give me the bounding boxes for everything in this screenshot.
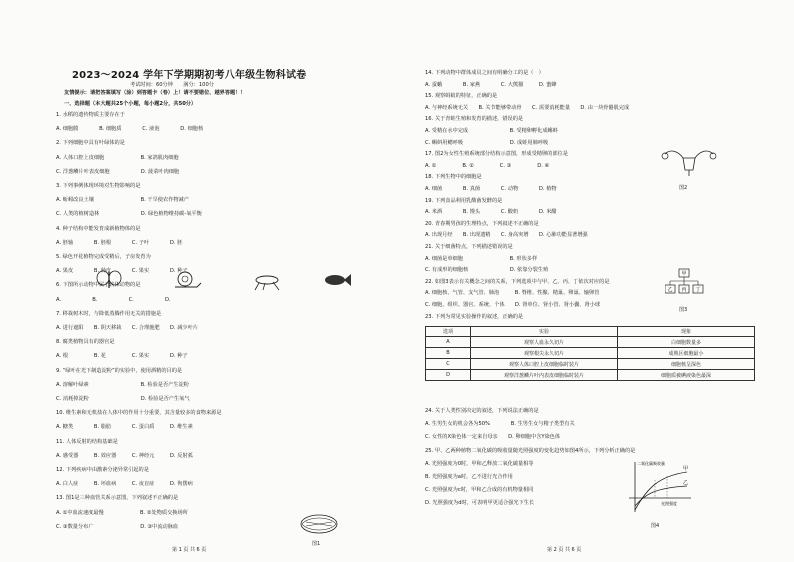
table-header: 实验	[471, 327, 618, 337]
question-line: A. ①中血流速度最慢 B. ②处物质交换场所	[56, 509, 188, 516]
question-line: A. 细胞核、气管、支气管、肺泡 B. 脊椎、性腺、精巢、卵巢、输卵管	[425, 290, 600, 297]
table-row	[426, 348, 755, 359]
table-row	[426, 337, 755, 348]
question-line: A. 感受器 B. 效应器 C. 神经元 D. 反射弧	[56, 452, 193, 459]
question-line: A. 细菌是单细胞 B. 形状多样	[425, 255, 558, 262]
series-jia-label: 甲	[683, 466, 689, 472]
question-line: 19. 下列食品利用乳酸菌发酵的是	[425, 197, 503, 204]
butterfly-icon	[97, 271, 121, 288]
fig3-box-3: 丙	[681, 287, 687, 293]
question-line: A. 米酒 B. 馒头 C. 酸奶 D. 米醋	[425, 209, 557, 216]
question-line: C. 光照强度为c时，甲和乙合成的有机物量相同	[425, 487, 534, 494]
question-line: C. ③数量分布广 D. ③中流动脉血	[56, 523, 179, 530]
question-line: 21. 关于细菌特点，下列描述错误的是	[425, 244, 513, 250]
question-line: A. 糖类 B. 脂肪 C. 蛋白质 D. 维生素	[56, 424, 193, 431]
question-line: A. 溶解叶绿素 B. 检验是否产生淀粉	[56, 381, 189, 388]
table-cell: 白细胞数量多	[618, 337, 755, 348]
exam-notice: 友情提示：请把答案填写（涂）到答题卡（卷）上！请不要错位、越界答题！！	[64, 90, 246, 96]
question-line: 20. 青春期男孩的生理特点，下列叙述不正确的是	[425, 220, 539, 227]
question-line: D. 光照强度为d时，可表明甲更适合强光下生长	[425, 500, 535, 507]
table-cell: D	[426, 370, 471, 381]
right-footer: 第 2 页 共 6 页	[547, 547, 582, 553]
y-axis-label: 二氧化碳吸收量	[637, 461, 665, 466]
question-line: A. 光照强度为0时，甲和乙释放二氧化碳量相等	[425, 460, 534, 467]
figure2-reproductive	[659, 148, 719, 178]
question-line: A. 胚轴 B. 胚根 C. 子叶 D. 胚	[56, 239, 183, 246]
question-line: C. 蝌蚪用鳃呼吸 D. 成蛙用肺呼吸	[425, 139, 549, 146]
fig3-box-4: 丁	[695, 287, 701, 293]
question-line: C. 细胞、组织、器官、系统、个体 D. 肾单位、肾小管、肾小囊、肾小球	[425, 302, 601, 308]
exam-info: 考试时间：60分钟 满分：100分	[130, 82, 214, 88]
question-line: 24. 关于人类性别决定的叙述，下列说法正确的是	[425, 408, 539, 414]
question-line: 2. 下列细胞中具有叶绿体的是	[56, 140, 125, 147]
question-line: A. ① B. ② C. ③ D. ④	[425, 162, 550, 169]
question-line: 22. 如图3表示有关概念之间的关系，下列选项中与甲、乙、丙、丁依次对应的是	[425, 278, 610, 285]
question-line: A. 生男生女的机会各为50% B. 生男生女与精子类型有关	[425, 421, 575, 428]
table-header: 现象	[618, 327, 755, 337]
question-line: A. 与神经系统无关 B. 关节能够带动骨 C. 需要消耗能量 D. 由一块骨骼肌完成	[425, 104, 630, 111]
x-axis-label: 光照强度	[661, 501, 677, 506]
right-page	[397, 0, 794, 562]
figure4-label: 图4	[651, 523, 660, 529]
table-header-row	[426, 327, 755, 337]
question-line: C. 洋葱鳞片叶表皮细胞 D. 菠菜叶肉细胞	[56, 168, 180, 175]
question-line: A. 根 B. 花 C. 果实 D. 种子	[56, 353, 188, 360]
figure1-vessels	[294, 512, 344, 538]
question-line: 18. 下列生物中的细胞是	[425, 174, 482, 181]
question-line: C. 女性的X染色体一定来自母亲 D. 卵细胞中含Y染色体	[425, 434, 561, 441]
question-line: 17. 图2为女性生殖系统部分结构示意图，形成受精卵的部位是	[425, 151, 568, 158]
question-line: 11. 人体反射的结构基础是	[56, 438, 118, 445]
figure4-graph	[625, 458, 695, 520]
question-line: 6. 下图所示动物中属于软体动物的是	[56, 282, 141, 289]
question-line: A. B. C. D.	[56, 296, 171, 303]
table-row	[426, 359, 755, 370]
question-line: A. 白人症 B. 坏血病 C. 夜盲症 D. 佝偻病	[56, 481, 193, 488]
table-cell: 细胞核呈深色	[618, 359, 755, 370]
table-cell: 观察洋葱鳞片叶内表皮细胞临时装片	[471, 370, 618, 381]
question-line: 3. 下列事例体现环境对生物影响的是	[56, 183, 141, 189]
question-line: C. 人类的植树造林 D. 绿色植物维持碳-氧平衡	[56, 211, 202, 218]
table-row	[426, 370, 755, 381]
section-heading: 一、选择题（本大题共25个小题，每小题2分，共50分）	[64, 101, 197, 107]
fish-icon	[325, 274, 351, 286]
question-line: 10. 维生素和无机盐在人体中的作用十分重要，其含量较多的食物来源是	[56, 410, 222, 417]
table-header: 选项	[426, 327, 471, 337]
question-line: 4. 种子结构中能发育成新植物体的是	[56, 225, 141, 232]
question-line: A. 细菌 B. 真菌 C. 动物 D. 植物	[425, 186, 557, 192]
q6-animal-figures	[95, 268, 355, 294]
question-line: 12. 下列疾病中由激素分泌异常引起的是	[56, 467, 149, 473]
figure1-label: 图1	[312, 541, 321, 547]
question-line: A. 受精在水中完成 B. 受精卵孵化成蝌蚪	[425, 128, 558, 134]
fig3-box-2: 乙	[667, 287, 673, 293]
question-line: 14. 下列动物中群体成员之间有明确分工的是（ ）	[425, 70, 544, 76]
question-line: B. 光照强度为a时，乙不进行光合作用	[425, 474, 513, 480]
question-line: 5. 绿色开花植物完成受精后，子房发育为	[56, 254, 151, 260]
figure3-concept-tree	[665, 268, 705, 304]
table-cell: C	[426, 359, 471, 370]
question-line: 7. 移栽树木时，与降低蒸腾作用无关的措施是	[56, 310, 162, 317]
question-line: A. 蚕蛾 B. 家燕 C. 大熊猫 D. 蜜蜂	[425, 81, 557, 88]
table-cell: 细胞质被碘液染色最深	[618, 370, 755, 381]
table-cell: 观察人血永久切片	[471, 337, 618, 348]
table-cell: 观察根尖永久切片	[471, 348, 618, 359]
table-cell: 成熟区细胞最小	[618, 348, 755, 359]
fig3-box-1: 甲	[681, 271, 687, 277]
question-line: A. 细胞膜 B. 细胞质 C. 液泡 D. 细胞核	[56, 126, 204, 133]
question-line: A. 蚯蚓改良土壤 B. 干旱使农作物减产	[56, 197, 189, 204]
series-yi-label: 乙	[683, 480, 689, 486]
question-line: 25. 甲、乙两种植物二氧化碳的吸收量随光照强度的变化趋势如图4所示，下列分析正确的是	[425, 447, 636, 454]
question-line: 23. 下列为常见实验操作的叙述，正确的是	[425, 313, 524, 320]
question-line: A. 出现月经 B. 出现遗精 C. 身高突增 D. 心肺功能显著增强	[425, 232, 588, 239]
question-line: C. 有成形的细胞核 D. 依靠分裂生殖	[425, 267, 549, 274]
table-cell: A	[426, 337, 471, 348]
left-footer: 第 1 页 共 6 页	[172, 547, 207, 553]
table-cell: B	[426, 348, 471, 359]
question-line: A. 人体口腔上皮细胞 B. 家鸽肌肉细胞	[56, 154, 179, 161]
question-line: 13. 图1是三种血管关系示意图，下列叙述不正确的是	[56, 495, 179, 502]
figure3-label: 图3	[679, 307, 688, 313]
snail-icon	[175, 272, 201, 287]
question-line: C. 消耗掉淀粉 D. 检验是否产生氧气	[56, 396, 190, 402]
question-line: 9. “绿叶在光下制造淀粉”的实验中，使用酒精的目的是	[56, 367, 183, 374]
question-line: 8. 腐类植物具有的器官是	[56, 339, 115, 346]
experiment-table	[425, 326, 755, 381]
table-cell: 观察人体口腔上皮细胞临时装片	[471, 359, 618, 370]
question-line: A. 进行遮阳 B. 阴天移栽 C. 合理施肥 D. 减少叶片	[56, 325, 198, 331]
exam-title: 2023～2024 学年下学期期初考八年级生物科试卷	[72, 70, 307, 81]
grasshopper-icon	[255, 276, 279, 290]
figure2-label: 图2	[679, 185, 688, 191]
question-line: 1. 水稻的遗传物质主要存在于	[56, 112, 125, 118]
question-line: A. 果皮 B. 种皮 C. 果实 D. 种子	[56, 268, 188, 275]
question-line: 15. 观察蚂蚁的特征，正确的是	[425, 93, 498, 100]
question-line: 16. 关于青蛙生殖和发育的描述，错误的是	[425, 116, 524, 123]
